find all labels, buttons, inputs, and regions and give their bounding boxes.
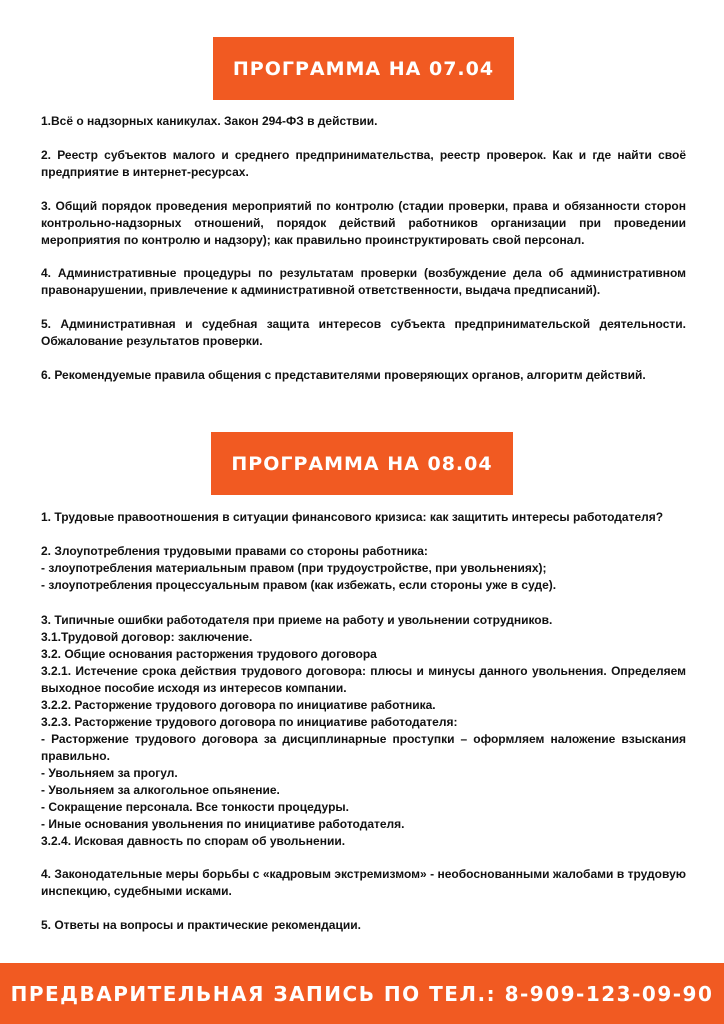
- program2-item-3-line: 3.2.1. Истечение срока действия трудового договора: плюсы и минусы данного увольнения. Определяем выходное пособие исходя из интересов компании.: [41, 664, 686, 695]
- program2-item-3-line: - Сокращение персонала. Все тонкости процедуры.: [41, 800, 349, 814]
- program2-item-2-line: - злоупотребления процессуальным правом (как избежать, если стороны уже в суде).: [41, 578, 557, 592]
- program2-item-1: 1. Трудовые правоотношения в ситуации финансового кризиса: как защитить интересы работодателя?: [41, 510, 664, 524]
- program1-item-3: 3. Общий порядок проведения мероприятий по контролю (стадии проверки, права и обязанности сторон контрольно-надзорных отношений, порядок действий работников организации при проведении мероприятия по контролю и надзору); как правильно проинструктировать свой персонал.: [41, 199, 686, 247]
- program2-item-3: [41, 612, 686, 850]
- program2-item-3-line: 3.2.3. Расторжение трудового договора по инициативе работодателя:: [41, 715, 458, 729]
- program2-item-2-head: 2. Злоупотребления трудовыми правами со стороны работника:: [41, 544, 428, 558]
- program2-item-3-line: 3.2. Общие основания расторжения трудового договора: [41, 647, 377, 661]
- program-08-04-title: ПРОГРАММА НА 08.04: [231, 452, 493, 475]
- program2-item-2-line: - злоупотребления материальным правом (при трудоустройстве, при увольнениях);: [41, 561, 547, 575]
- program-08-04-title-banner: [211, 432, 513, 495]
- program1-item-6: 6. Рекомендуемые правила общения с представителями проверяющих органов, алгоритм действий.: [41, 368, 646, 382]
- program1-item-4: 4. Административные процедуры по результатам проверки (возбуждение дела об административном правонарушении, привлечение к административной ответственности, выдача предписаний).: [41, 266, 686, 297]
- program2-item-3-line: - Увольняем за алкогольное опьянение.: [41, 783, 280, 797]
- program2-item-2: [41, 543, 686, 594]
- program2-item-3-head: 3. Типичные ошибки работодателя при приеме на работу и увольнении сотрудников.: [41, 613, 553, 627]
- program1-item-5: 5. Административная и судебная защита интересов субъекта предпринимательской деятельности. Обжалование результатов проверки.: [41, 317, 686, 348]
- program-07-04-title-banner: [213, 37, 514, 100]
- program2-item-4: 4. Законодательные меры борьбы с «кадровым экстремизмом» - необоснованными жалобами в трудовую инспекцию, судебными исками.: [41, 867, 686, 898]
- program1-item-2: 2. Реестр субъектов малого и среднего предпринимательства, реестр проверок. Как и где найти своё предприятие в интернет-ресурсах.: [41, 148, 686, 179]
- program2-item-5: 5. Ответы на вопросы и практические рекомендации.: [41, 918, 361, 932]
- program-07-04-title: ПРОГРАММА НА 07.04: [232, 57, 495, 80]
- registration-phone-text: ПРЕДВАРИТЕЛЬНАЯ ЗАПИСЬ ПО ТЕЛ.: 8-909-123-09-90: [10, 981, 714, 1006]
- program1-item-1: 1.Всё о надзорных каникулах. Закон 294-ФЗ в действии.: [41, 114, 378, 128]
- program2-item-3-line: - Иные основания увольнения по инициативе работодателя.: [41, 817, 405, 831]
- program2-item-3-line: 3.2.4. Исковая давность по спорам об увольнении.: [41, 834, 346, 848]
- registration-phone-footer: [0, 963, 724, 1024]
- program2-item-3-line: - Увольняем за прогул.: [41, 766, 178, 780]
- program2-item-3-line: 3.1.Трудовой договор: заключение.: [41, 630, 253, 644]
- program2-item-3-line: - Расторжение трудового договора за дисциплинарные проступки – оформляем наложение взыскания правильно.: [41, 732, 686, 763]
- program2-item-3-line: 3.2.2. Расторжение трудового договора по инициативе работника.: [41, 698, 436, 712]
